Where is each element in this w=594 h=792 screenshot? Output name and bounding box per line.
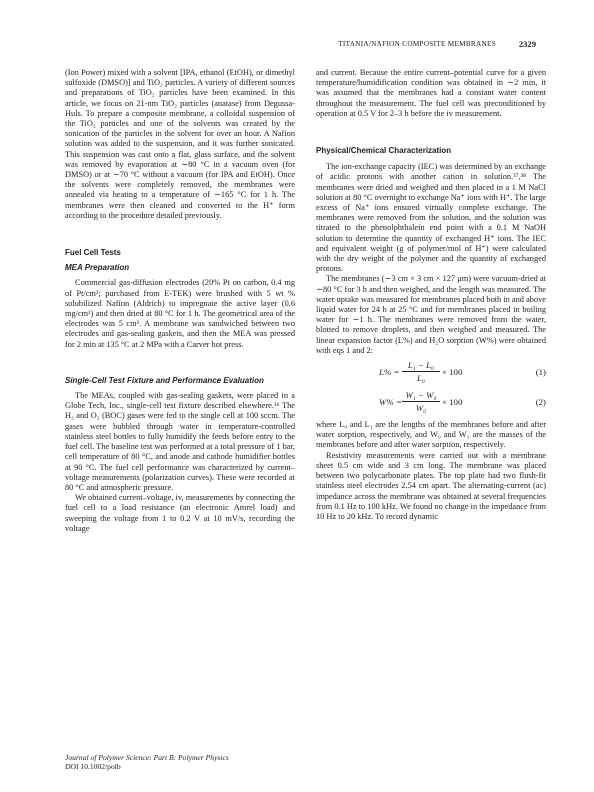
equation-2: W% = $\frac{\text{W₁ − W₀}}{\text{W₀}}$ × 100 (2) [379,390,546,414]
paragraph: Resistivity measurements were carried out with a membrane sheet 0.5 cm wide and 3 cm long. The membrane was placed between two polycarbonate plates. The top plate had two flush-fit stainless steel electrodes 2.54 cm apart. The alternating-current (ac) impedance across the membrane was obtained at several frequencies from 0.1 Hz to 100 kHz. We found no change in the impedance from 10 Hz to 20 kHz. To record dynamic [316,450,546,521]
paragraph: The MEAs, coupled with gas-sealing gaskets, were placed in a Globe Tech, Inc., single-cell test fixture described elsewhere.³⁶ The H₂ and O₂ (BOC) gases were fed to the single cell at 100 sccm. The gases were bubbled through water in temperature-controlled stainless steel bottles to fully humidify the feeds before entry to the fuel cell. The baseline test was performed at a total pressure of 1 bar, cell temperature of 80 °C, and anode and cathode humidifier bottles at 90 °C. The fuel cell performance was characterized by current–voltage measurements (polarization curves). These were recorded at 80 °C and atmospheric pressure. [65,391,295,492]
running-header [0,40,594,54]
journal-name: Journal of Polymer Science: Part B: Polymer Physics [65,753,229,762]
subsection-heading-single-cell: Single-Cell Test Fixture and Performance Evaluation [65,375,264,385]
fraction: $\frac{\text{W₁ − W₀}}{\text{W₀}}$ [402,390,440,413]
right-column [316,68,546,522]
paragraph: The membranes (∼3 cm × 3 cm × 127 μm) were vacuum-dried at ∼80 °C for 3 h and then weighed, and the length was measured. The water uptake was measured for membranes placed both in and above liquid water for 24 h at 25 °C and for membranes placed in boiling water for ∼1 h. The membranes were removed from the water, blotted to remove droplets, and then weighed and measured. The linear expansion factor (L%) and H₂O sorption (W%) were obtained with eqs 1 and 2: [316,274,546,355]
paragraph: We obtained current–voltage, iv, measurements by connecting the fuel cell to a load resistance (an electronic Amrel load) and sweeping the voltage from 1 to 0.2 V at 10 mV/s, recording the voltage [65,493,295,533]
doi: DOI 10.1002/polb [65,762,121,771]
running-title: TITANIA/NAFION COMPOSITE MEMBRANES [338,40,496,48]
paragraph: where L₀ and L₁ are the lengths of the membranes before and after water sorption, respectively, and W₀ and W₁ are the masses of the membranes before and after water sorption, respectively. [316,420,546,450]
equation-number: (2) [535,397,546,408]
equation-1: L% = $\frac{\text{L₁ − L₀}}{\text{L₀}}$ × 100 (1) [379,360,546,384]
subsection-heading-mea-preparation: MEA Preparation [65,263,130,273]
left-column [65,68,295,534]
paragraph: (Ion Power) mixed with a solvent [IPA, ethanol (EtOH), or dimethyl sulfoxide (DMSO)] and TiO₂ particles. A variety of different sources and preparations of TiO₂ particles have been examined. In this article, we focus on 21-nm TiO₂ particles (anatase) from Degussa-Huls. To prepare a composite membrane, a colloidal suspension of the TiO₂ particles and one of the solvents was created by the sonication of the particles in the solvent for over an hour. A Nafion solution was added to the suspension, and it was further sonicated. This suspension was cast onto a flat, glass surface, and the solvent was removed by evaporation at ∼80 °C in a vacuum oven (for DMSO) or at ∼70 °C without a vacuum (for IPA and EtOH). Once the solvents were completely removed, the membranes were annealed via heating to a temperature of ∼165 °C for 1 h. The membranes were then cleaned and converted to the H⁺ form according to the procedure detailed previously. [65,68,295,220]
page-number: 2329 [518,39,536,49]
fraction: $\frac{\text{L₁ − L₀}}{\text{L₀}}$ [402,360,440,383]
equation-number: (1) [535,367,546,378]
paragraph: Commercial gas-diffusion electrodes (20% Pt on carbon, 0.4 mg of Pt/cm²; purchased from E-TEK) were brushed with 5 wt % solubilized Nafion (Aldrich) to impregnate the active layer (0.6 mg/cm²) and then dried at 80 °C for 1 h. The geometrical area of the electrodes was 5 cm². A membrane was sandwiched between two electrodes and gas-sealing gaskets, and then the MEA was pressed for 2 min at 135 °C at 2 MPa with a Carver hot press. [65,278,295,349]
section-heading-physical-chemical: Physical/Chemical Characterization [316,146,452,156]
footer [65,753,229,771]
paragraph: and current. Because the entire current–potential curve for a given temperature/humidification condition was obtained in ∼2 min, it was assumed that the membranes had a constant water content throughout the measurement. The fuel cell was preconditioned by operation at 0.5 V for 2–3 h before the iv measurement. [316,68,546,118]
section-heading-fuel-cell-tests: Fuel Cell Tests [65,248,121,258]
paragraph: The ion-exchange capacity (IEC) was determined by an exchange of acidic protons with another cation in solution.³⁷,³⁸ The membranes were dried and weighed and then placed in a 1 M NaCl solution at 80 °C overnight to exchange Na⁺ ions with H⁺. The large excess of Na⁺ ions ensured virtually complete exchange. The membranes were removed from the solution, and the solution was titrated to the phenolphthalein end point with a 0.1 M NaOH solution to determine the quantity of exchanged H⁺ ions. The IEC and equivalent weight (g of polymer/mol of H⁺) were calculated with the dry weight of the polymer and the quantity of exchanged protons. [316,162,546,274]
